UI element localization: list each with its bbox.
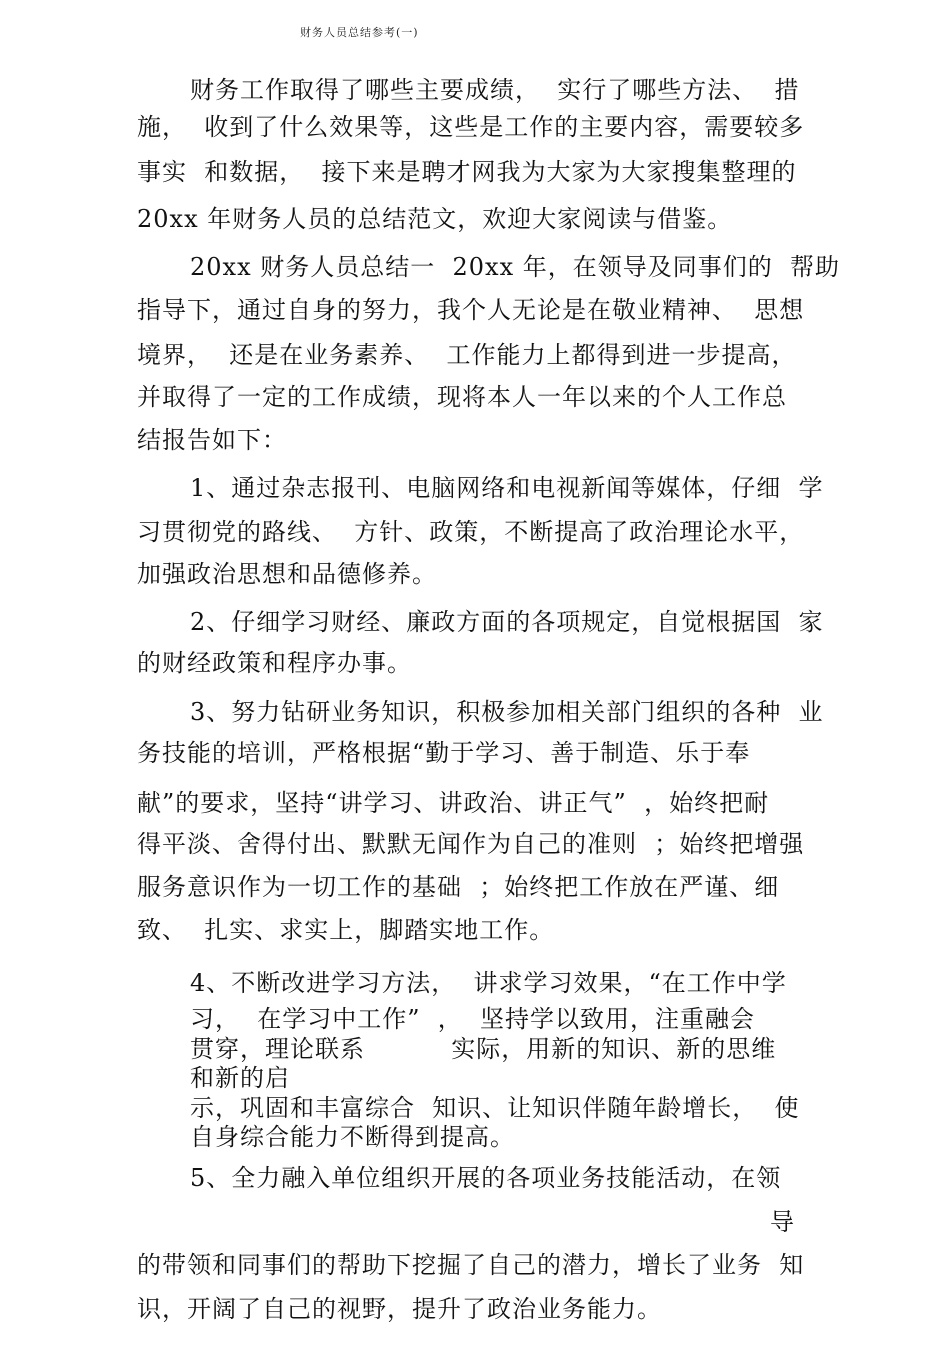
paragraph-line: 导 <box>770 1208 795 1236</box>
paragraph-line: 并取得了一定的工作成绩，现将本人一年以来的个人工作总 <box>137 383 787 411</box>
paragraph-line: 得平淡、舍得付出、默默无闻作为自己的准则 ；始终把增强 <box>137 830 805 858</box>
paragraph-line: 示，巩固和丰富综合 知识、让知识伴随年龄增长， 使 <box>190 1094 800 1122</box>
paragraph-line: 习， 在学习中工作” ， 坚持学以致用，注重融会 <box>190 1005 756 1033</box>
paragraph-line: 20xx 年财务人员的总结范文，欢迎大家阅读与借鉴。 <box>137 205 733 233</box>
paragraph-line: 指导下，通过自身的努力，我个人无论是在敬业精神、 思想 <box>137 296 805 324</box>
paragraph-line: 施， 收到了什么效果等，这些是工作的主要内容，需要较多 <box>137 113 805 141</box>
paragraph-line: 财务工作取得了哪些主要成绩， 实行了哪些方法、 措 <box>190 76 800 104</box>
paragraph-line: 事实 和数据， 接下来是聘才网我为大家为大家搜集整理的 <box>137 158 797 186</box>
page-header: 财务人员总结参考(一) <box>300 26 419 39</box>
paragraph-line: 4、不断改进学习方法， 讲求学习效果，“在工作中学 <box>190 969 787 997</box>
paragraph-line: 务技能的培训，严格根据“勤于学习、善于制造、乐于奉 <box>137 739 751 767</box>
paragraph-line: 贯穿，理论联系 实际，用新的知识、新的思维 <box>190 1035 777 1063</box>
paragraph-line: 识，开阔了自己的视野，提升了政治业务能力。 <box>137 1295 662 1323</box>
paragraph-line: 20xx 财务人员总结一 20xx 年，在领导及同事们的 帮助 <box>190 253 840 281</box>
paragraph-line: 3、努力钻研业务知识，积极参加相关部门组织的各种 业 <box>190 698 824 726</box>
paragraph-line: 献”的要求，坚持“讲学习、讲政治、讲正气” ，始终把耐 <box>137 789 770 817</box>
paragraph-line: 习贯彻党的路线、 方针、政策，不断提高了政治理论水平， <box>137 518 805 546</box>
paragraph-line: 服务意识作为一切工作的基础 ；始终把工作放在严谨、细 <box>137 873 780 901</box>
paragraph-line: 的财经政策和程序办事。 <box>137 649 412 677</box>
paragraph-line: 5、全力融入单位组织开展的各项业务技能活动，在领 <box>190 1164 782 1192</box>
paragraph-line: 致、 扎实、求实上，脚踏实地工作。 <box>137 916 555 944</box>
paragraph-line: 境界， 还是在业务素养、 工作能力上都得到进一步提高， <box>137 341 797 369</box>
paragraph-line: 的带领和同事们的帮助下挖掘了自己的潜力，增长了业务 知 <box>137 1251 805 1279</box>
paragraph-line: 2、仔细学习财经、廉政方面的各项规定，自觉根据国 家 <box>190 608 824 636</box>
paragraph-line: 和新的启 <box>190 1064 290 1092</box>
paragraph-line: 加强政治思想和品德修养。 <box>137 560 437 588</box>
paragraph-line: 1、通过杂志报刊、电脑网络和电视新闻等媒体，仔细 学 <box>190 474 824 502</box>
paragraph-line: 自身综合能力不断得到提高。 <box>190 1123 515 1151</box>
paragraph-line: 结报告如下： <box>137 426 287 454</box>
